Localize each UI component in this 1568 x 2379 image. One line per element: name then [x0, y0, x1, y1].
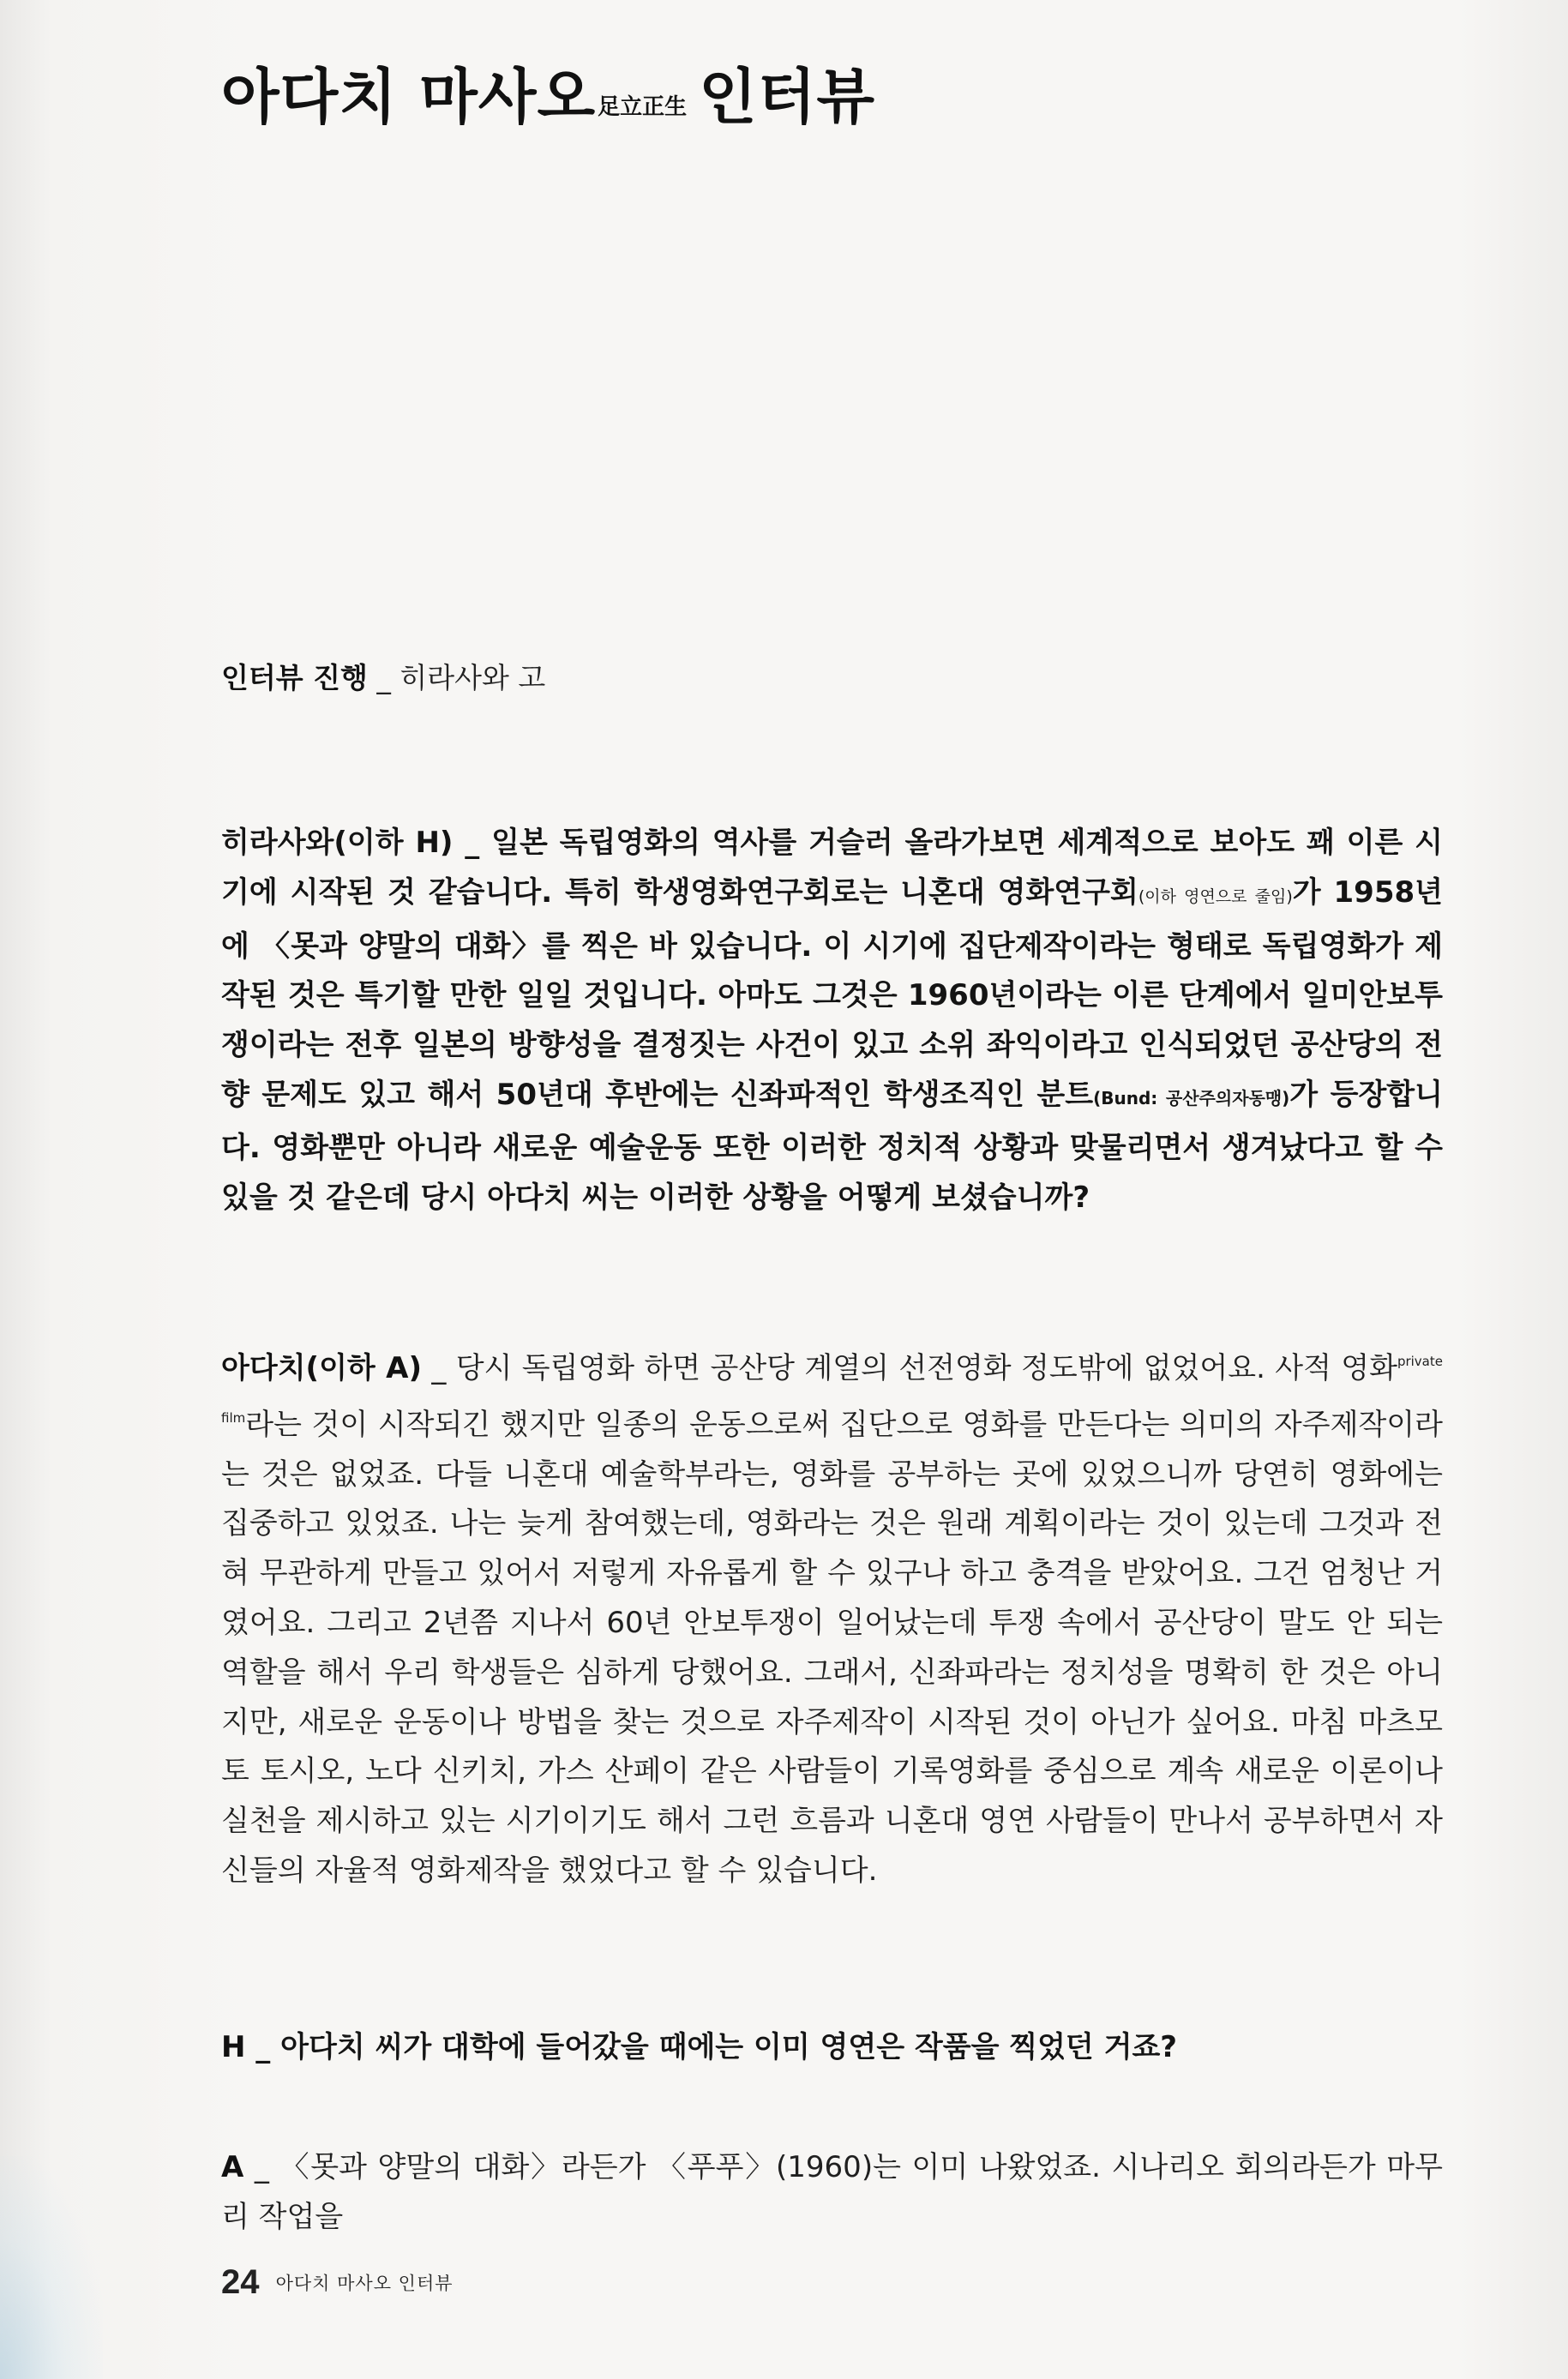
answer-paragraph-2: [221, 2143, 1443, 2243]
title-main: 아다치 마사오: [221, 62, 597, 132]
question-1-note-bund: (Bund: 공산주의자동맹): [1093, 1087, 1290, 1108]
question-1-text-c: 가 1958년에 〈못과 양말의 대화〉를 찍은 바 있습니다. 이 시기에 집단제작이라는 형태로 독립영화가 제작된 것은 특기할 만한 일일 것입니다. 아마도 그것은 1960년이라는 이른 단계에서 일미안보투쟁이라는 전후 일본의 방향성을 결정짓는 사건이 있고 소위 좌익이라고 인식되었던 공산당의 전향 문제도 있고 해서 50년대 후반에는 신좌파적인 학생조직인 분트: [221, 874, 1443, 1112]
answer-paragraph-1: [221, 1337, 1443, 1896]
answer-2-text: _ 〈못과 양말의 대화〉라든가 〈푸푸〉(1960)는 이미 나왔었죠. 시나리오 회의라든가 마무리 작업을: [221, 2150, 1443, 2234]
interviewer-name: _ 히라사와 고: [376, 661, 546, 694]
interviewer-credit: [221, 656, 545, 696]
answer-1-text-a: _ 당시 독립영화 하면 공산당 계열의 선전영화 정도밖에 없었어요. 사적 영화: [422, 1351, 1397, 1385]
question-1-text-e: 가 등장합니다. 영화뿐만 아니라 새로운 예술운동 또한 이러한 정치적 상황과 맞물리면서 생겨났다고 할 수 있을 것 같은데 당시 아다치 씨는 이러한 상황을 어떻게 보셨습니까?: [221, 1077, 1443, 1215]
question-paragraph-2: [221, 2023, 1443, 2073]
answer-2-speaker: A: [221, 2150, 244, 2184]
answer-1-superscript: private film: [221, 1354, 1443, 1426]
question-1-note-abbrev: (이하 영연으로 줄임): [1138, 886, 1293, 906]
question-2-speaker: H: [221, 2030, 246, 2064]
page-number: 24: [221, 2263, 260, 2301]
question-2-text: _ 아다치 씨가 대학에 들어갔을 때에는 이미 영연은 작품을 찍었던 거죠?: [245, 2030, 1178, 2064]
running-title: 아다치 마사오 인터뷰: [275, 2273, 454, 2294]
answer-1-speaker: 아다치(이하 A): [221, 1351, 422, 1385]
title-kanji: 足立正生: [598, 94, 688, 120]
page-footer: [221, 2263, 454, 2302]
question-paragraph-1: [221, 819, 1443, 1223]
answer-1-text-b: 라는 것이 시작되긴 했지만 일종의 운동으로써 집단으로 영화를 만든다는 의미의 자주제작이라는 것은 없었죠. 다들 니혼대 예술학부라는, 영화를 공부하는 곳에 있었으니까 당연히 영화에는 집중하고 있었죠. 나는 늦게 참여했는데, 영화라는 것은 원래 계획이라는 것이 있는데 그것과 전혀 무관하게 만들고 있어서 저렇게 자유롭게 할 수 있구나 하고 충격을 받았어요. 그건 엄청난 거였어요. 그리고 2년쯤 지나서 60년 안보투쟁이 일어났는데 투쟁 속에서 공산당이 말도 안 되는 역할을 해서 우리 학생들은 심하게 당했어요. 그래서, 신좌파라는 정치성을 명확히 한 것은 아니지만, 새로운 운동이나 방법을 찾는 것으로 자주제작이 시작된 것이 아닌가 싶어요. 마침 마츠모토 토시오, 노다 신키치, 가스 산페이 같은 사람들이 기록영화를 중심으로 계속 새로운 이론이나 실천을 제시하고 있는 시기이기도 해서 그런 흐름과 니혼대 영연 사람들이 만나서 공부하면서 자신들의 자율적 영화제작을 했었다고 할 수 있습니다.: [221, 1407, 1443, 1888]
page-title: [221, 62, 875, 132]
title-tail: 인터뷰: [699, 62, 875, 132]
question-1-text-a: 히라사와(이하 H) _ 일본 독립영화의 역사를 거슬러 올라가보면 세계적으로 보아도 꽤 이른 시기에 시작된 것 같습니다. 특히 학생영화연구회로는 니혼대 영화연구회: [221, 826, 1443, 910]
interviewer-label: 인터뷰 진행: [221, 661, 368, 694]
